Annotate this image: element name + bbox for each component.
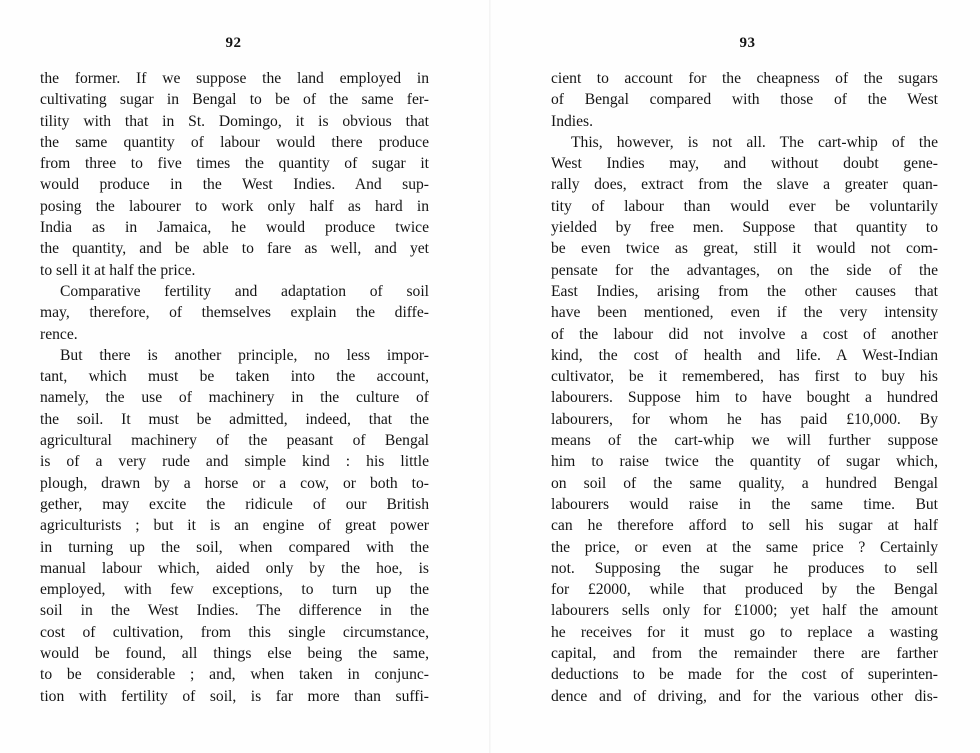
- text-line: plough, drawn by a horse or a cow, or both to-: [40, 474, 429, 492]
- text-line: India as in Jamaica, he would produce twice: [40, 219, 429, 237]
- text-line: would be found, all things else being the same,: [40, 645, 429, 663]
- text-line: labourers, for whom he has paid £10,000. By: [551, 410, 938, 428]
- text-line: in turning up the soil, when compared with the: [40, 538, 429, 556]
- text-line: can he therefore afford to sell his sugar at half: [551, 517, 938, 535]
- text-line: rence.: [40, 325, 78, 343]
- text-line: may, therefore, of themselves explain the diffe-: [40, 304, 429, 322]
- text-line: of Bengal compared with those of the West: [551, 91, 938, 109]
- text-line: labourers. Suppose him to have bought a hundred: [551, 389, 938, 407]
- text-line: This, however, is not all. The cart-whip of the: [571, 133, 938, 151]
- page-number-left: 92: [225, 35, 242, 51]
- text-line: cient to account for the cheapness of the sugars: [551, 70, 938, 87]
- text-line: capital, and from the remainder there are farther: [551, 645, 938, 663]
- text-line: West Indies may, and without doubt gene-: [551, 155, 938, 173]
- text-line: soil in the West Indies. The difference in the: [40, 602, 429, 620]
- text-line: namely, the use of machinery in the culture of: [40, 389, 429, 407]
- text-line: labourers sells only for £1000; yet half the amount: [551, 602, 938, 620]
- text-line: have been mentioned, even if the very intensity: [551, 304, 938, 322]
- text-line: the same quantity of labour would there produce: [40, 133, 429, 151]
- text-line: deductions to be made for the cost of superinten-: [551, 666, 938, 684]
- book-gutter: [489, 0, 491, 753]
- text-line: posing the labourer to work only half as hard in: [40, 197, 429, 215]
- text-line: of the labour did not involve a cost of another: [551, 325, 938, 343]
- text-line: to be considerable ; and, when taken in conjunc-: [40, 666, 429, 684]
- text-line: to sell it at half the price.: [40, 261, 196, 279]
- text-line: from three to five times the quantity of sugar it: [40, 155, 429, 173]
- text-line: tion with fertility of soil, is far more than suffi-: [40, 687, 429, 705]
- right-page: [551, 0, 938, 753]
- text-line: kind, the cost of health and life. A West-Indian: [551, 346, 938, 364]
- text-line: agriculturists ; but it is an engine of great power: [40, 517, 429, 535]
- text-line: labourers would raise in the same time. But: [551, 495, 938, 513]
- text-line: yielded by free men. Suppose that quantity to: [551, 219, 938, 237]
- page-number-right: 93: [739, 35, 756, 51]
- text-line: pensate for the advantages, on the side of the: [551, 261, 938, 279]
- text-line: be even twice as great, still it would not com-: [551, 240, 938, 258]
- text-line: rally does, extract from the slave a greater quan-: [551, 176, 938, 194]
- text-line: tility with that in St. Domingo, it is obvious that: [40, 112, 429, 130]
- text-line: agricultural machinery of the peasant of Bengal: [40, 432, 429, 450]
- text-line: him to raise twice the quantity of sugar which,: [551, 453, 938, 471]
- text-line: for £2000, while that produced by the Bengal: [551, 581, 938, 599]
- left-page-text: [40, 68, 429, 707]
- text-line: manual labour which, aided only by the hoe, is: [40, 559, 429, 577]
- text-line: not. Supposing the sugar he produces to sell: [551, 559, 938, 577]
- text-line: on soil of the same quality, a hundred Bengal: [551, 474, 938, 492]
- right-page-text: [551, 68, 938, 707]
- text-line: employed, with few exceptions, to turn up the: [40, 581, 429, 599]
- text-line: means of the cart-whip we will further suppose: [551, 432, 938, 450]
- text-line: the soil. It must be admitted, indeed, that the: [40, 410, 429, 428]
- text-line: tity of labour than would ever be voluntarily: [551, 197, 938, 215]
- text-line: But there is another principle, no less impor-: [60, 346, 429, 364]
- text-line: Comparative fertility and adaptation of soil: [60, 282, 429, 300]
- text-line: the price, or even at the same price ? Certainly: [551, 538, 938, 556]
- text-line: cultivating sugar in Bengal to be of the same fer-: [40, 91, 429, 109]
- text-line: cost of cultivation, from this single circumstance,: [40, 623, 429, 641]
- text-line: the former. If we suppose the land employed in: [40, 70, 429, 87]
- text-line: cultivator, be it remembered, has first to buy his: [551, 368, 938, 386]
- left-page: [40, 0, 429, 753]
- text-line: dence and of driving, and for the various other dis-: [551, 687, 938, 705]
- text-line: Indies.: [551, 112, 594, 130]
- text-line: he receives for it must go to replace a wasting: [551, 623, 938, 641]
- text-line: the quantity, and be able to fare as well, and yet: [40, 240, 429, 258]
- text-line: would produce in the West Indies. And sup-: [40, 176, 429, 194]
- text-line: tant, which must be taken into the account,: [40, 368, 429, 386]
- text-line: gether, may excite the ridicule of our British: [40, 495, 429, 513]
- text-line: East Indies, arising from the other causes that: [551, 282, 938, 300]
- text-line: is of a very rude and simple kind : his little: [40, 453, 429, 471]
